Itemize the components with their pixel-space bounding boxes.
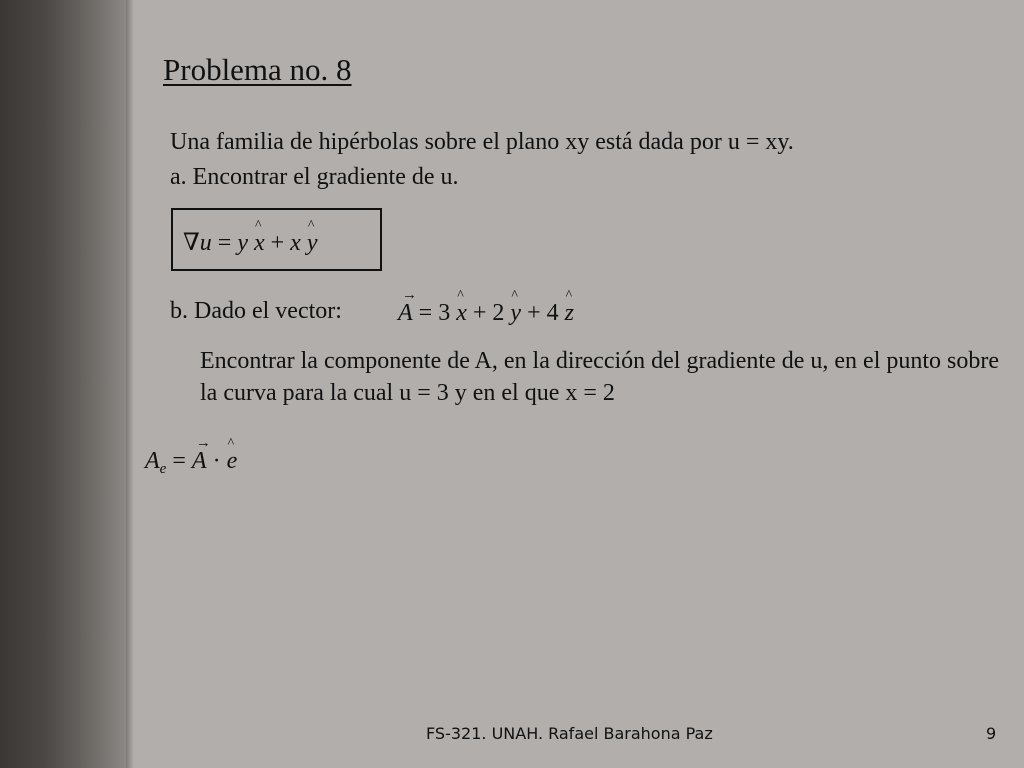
y-unit-vector: y ^ <box>306 218 318 256</box>
vector-a-symbol: A → <box>191 435 211 474</box>
gradient-x-coef: x <box>290 230 301 256</box>
component-a: A <box>145 448 160 474</box>
hat-icon: ^ <box>565 288 573 303</box>
gradient-u: u <box>199 230 212 256</box>
gradient-y-coef: y <box>237 230 248 256</box>
gradient-plus: + <box>264 230 291 256</box>
vector-a-symbol: A → <box>398 287 417 326</box>
vector-plus-4: + 4 <box>521 300 565 326</box>
part-b-question: Encontrar la componente de A, en la dirección del gradiente de u, en el punto sobre la curva para la cual u = 3 y en el que x = 2 <box>200 348 1000 406</box>
gradient-equals: = <box>211 230 238 256</box>
hat-icon: ^ <box>457 288 464 303</box>
z-unit-vector: z ^ <box>564 288 574 326</box>
x-unit-vector: x ^ <box>253 218 265 256</box>
slide-title: Problema no. 8 <box>163 52 352 87</box>
vector-arrow-icon: → <box>402 287 417 303</box>
hat-icon: ^ <box>254 218 262 233</box>
problem-statement: Una familia de hipérbolas sobre el plano xy está dada por u = xy. <box>170 129 794 155</box>
hat-icon: ^ <box>511 288 518 303</box>
slide-footer: FS-321. UNAH. Rafael Barahona Paz <box>426 724 713 743</box>
vector-plus-2: + 2 <box>466 300 511 326</box>
nabla-symbol: ∇ <box>183 230 200 256</box>
dot-product-symbol: · <box>206 448 227 474</box>
hat-icon: ^ <box>307 218 315 233</box>
vector-equation <box>398 287 574 327</box>
component-subscript-e: e <box>159 461 167 477</box>
page-number: 9 <box>986 724 997 743</box>
e-unit-vector: e ^ <box>226 436 238 474</box>
slide-left-bar <box>0 0 126 768</box>
component-equation <box>145 435 238 478</box>
gradient-equation <box>183 218 318 257</box>
vector-arrow-icon: → <box>195 435 211 451</box>
part-a-question: a. Encontrar el gradiente de u. <box>170 164 459 190</box>
y-unit-vector: y ^ <box>510 288 522 326</box>
hat-icon: ^ <box>227 436 235 451</box>
component-equals: = <box>166 448 192 474</box>
x-unit-vector: x ^ <box>456 288 467 326</box>
vector-equals-3: = 3 <box>412 300 457 326</box>
part-b-label: b. Dado el vector: <box>170 298 342 324</box>
